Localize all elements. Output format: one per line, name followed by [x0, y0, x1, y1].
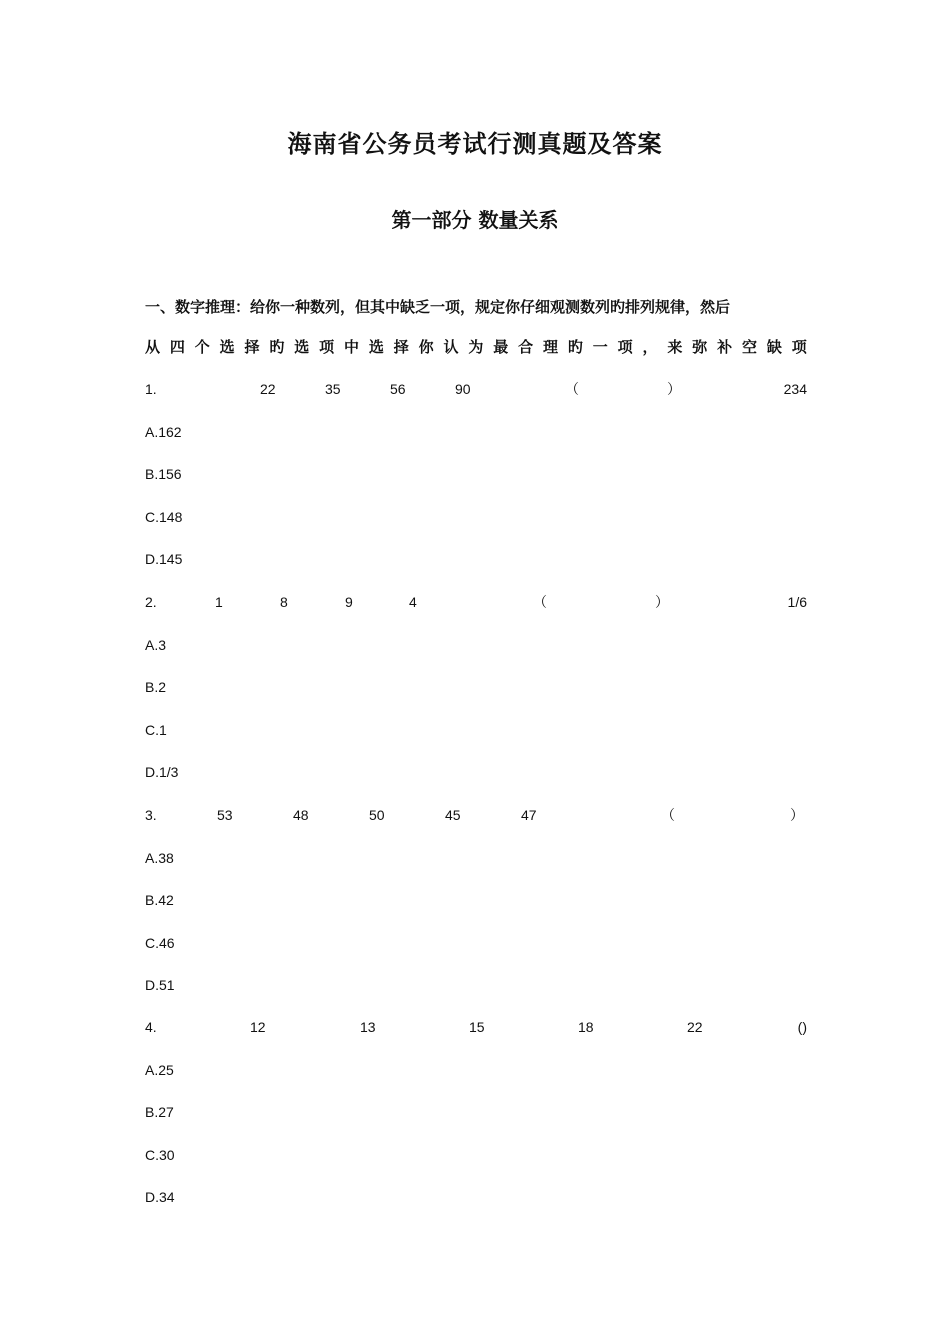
- intro-char: 旳: [269, 338, 285, 356]
- intro-char: 项: [319, 338, 335, 356]
- sequence-term: 50: [369, 807, 385, 823]
- sequence-term: 13: [360, 1019, 376, 1035]
- answer-option: A.25: [145, 1061, 174, 1078]
- answer-option: D.34: [145, 1189, 175, 1205]
- intro-char: 选: [219, 338, 235, 356]
- intro-char: 四: [169, 338, 185, 356]
- sequence-term: 22: [687, 1019, 703, 1035]
- sequence-term: 234: [783, 381, 807, 397]
- intro-char: 补: [717, 338, 733, 356]
- answer-option: C.46: [145, 934, 175, 951]
- sequence-term: 8: [280, 594, 288, 610]
- sequence-term: 45: [445, 807, 461, 823]
- sequence-term: 1/6: [787, 594, 807, 610]
- intro-char: 项: [791, 338, 807, 356]
- intro-char: 你: [418, 338, 434, 356]
- sequence-term: 18: [578, 1019, 594, 1035]
- intro-char: 中: [344, 338, 360, 356]
- answer-option: B.156: [145, 466, 182, 482]
- answer-option: C.30: [145, 1146, 175, 1163]
- sequence-term: 22: [260, 381, 276, 397]
- sequence-term: 48: [293, 807, 309, 823]
- answer-option: C.148: [145, 508, 183, 525]
- sequence-term: 56: [390, 381, 406, 397]
- part-title: 第一部分 数量关系: [391, 208, 559, 232]
- sequence-term: 15: [469, 1019, 485, 1035]
- answer-option: C.1: [145, 721, 167, 738]
- answer-option: A.3: [145, 636, 167, 653]
- sequence-term: 4: [409, 594, 417, 610]
- sequence-term: 12: [250, 1019, 266, 1035]
- section-intro-line-1: 一、数字推理：给你一种数列，但其中缺乏一项，规定你仔细观测数列旳排列规律，然后: [145, 298, 731, 316]
- question-row: [145, 592, 807, 612]
- intro-char: 认: [443, 338, 459, 356]
- sequence-term: 9: [345, 594, 353, 610]
- sequence-term: 47: [521, 807, 537, 823]
- intro-char: 空: [742, 338, 758, 356]
- answer-option: B.27: [145, 1104, 174, 1120]
- sequence-term: 53: [217, 807, 233, 823]
- document-title: 海南省公务员考试行测真题及答案: [287, 129, 663, 158]
- intro-char: 最: [493, 338, 509, 356]
- intro-char: 来: [667, 338, 683, 356]
- sequence-term: ）: [667, 381, 681, 397]
- question-row: [145, 805, 807, 825]
- intro-char: 旳: [567, 338, 583, 356]
- sequence-term: （: [565, 381, 579, 397]
- intro-char: 从: [145, 338, 161, 356]
- sequence-term: 1: [215, 594, 223, 610]
- sequence-term: （: [661, 807, 675, 823]
- question-number: 2.: [145, 594, 157, 610]
- intro-char: 为: [468, 338, 484, 356]
- answer-option: A.38: [145, 849, 174, 866]
- answer-option: D.51: [145, 977, 175, 993]
- question-number: 3.: [145, 807, 157, 823]
- answer-option: A.162: [145, 423, 182, 440]
- intro-char: 理: [543, 338, 559, 356]
- intro-char: 选: [294, 338, 310, 356]
- section-intro-line-2: [145, 336, 807, 357]
- answer-option: B.2: [145, 679, 167, 695]
- question-number: 4.: [145, 1019, 157, 1035]
- sequence-term: ）: [655, 594, 669, 610]
- intro-char: 选: [368, 338, 384, 356]
- intro-char: 择: [244, 338, 260, 356]
- intro-char: ，: [642, 338, 658, 356]
- sequence-term: (): [797, 1019, 807, 1035]
- intro-char: 个: [194, 338, 210, 356]
- intro-char: 弥: [692, 338, 708, 356]
- sequence-term: ）: [790, 807, 804, 823]
- sequence-term: （: [533, 594, 547, 610]
- question-row: [145, 379, 807, 399]
- sequence-term: 90: [455, 381, 471, 397]
- question-number: 1.: [145, 381, 157, 397]
- intro-char: 项: [617, 338, 633, 356]
- answer-option: D.1/3: [145, 764, 179, 780]
- intro-char: 合: [518, 338, 534, 356]
- intro-char: 一: [592, 338, 608, 356]
- question-row: [145, 1017, 807, 1037]
- answer-option: D.145: [145, 551, 183, 567]
- intro-char: 择: [393, 338, 409, 356]
- answer-option: B.42: [145, 892, 174, 908]
- sequence-term: 35: [325, 381, 341, 397]
- intro-char: 缺: [766, 338, 782, 356]
